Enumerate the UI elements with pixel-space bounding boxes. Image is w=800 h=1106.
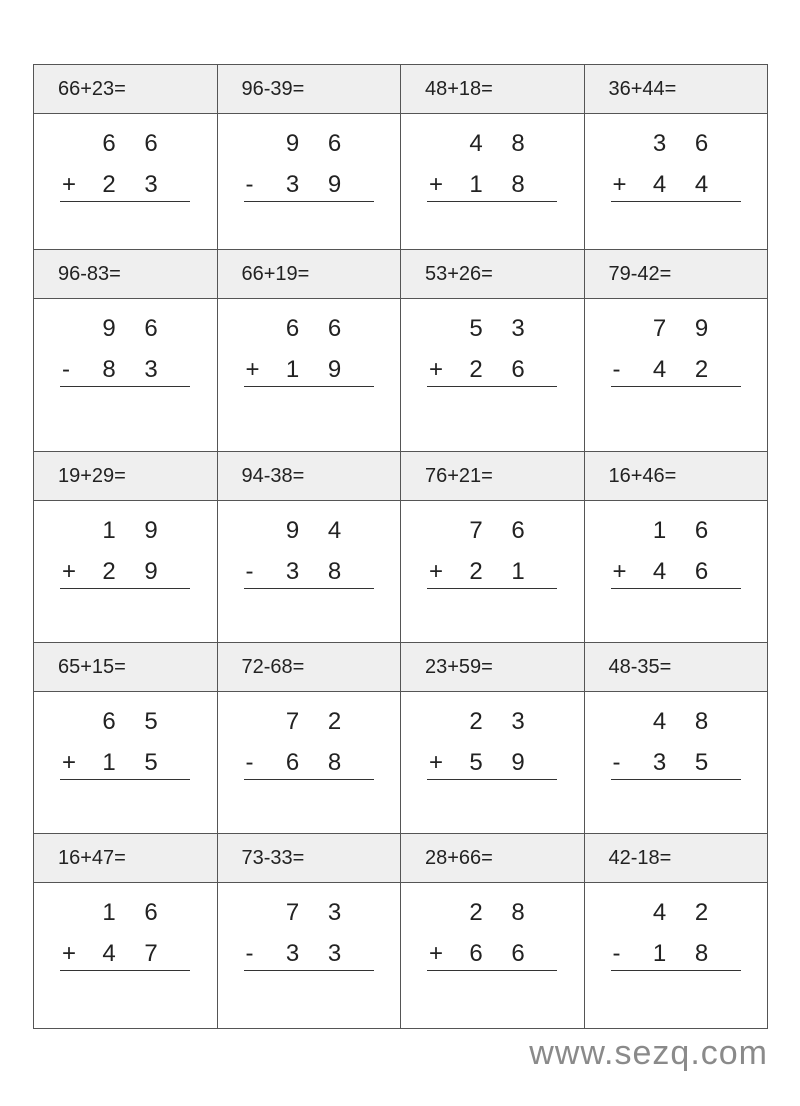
operator-sign: + (62, 557, 77, 585)
watermark: www.sezq.com (529, 1034, 768, 1072)
operator-line (244, 164, 374, 205)
digit: 3 (652, 748, 667, 776)
problem-cell (585, 250, 769, 452)
answer-rule (427, 386, 557, 387)
top-number-line (427, 701, 557, 742)
operator-line (427, 933, 557, 974)
digit: 4 (652, 707, 667, 735)
operator-line (244, 933, 374, 974)
digit: 3 (511, 314, 525, 342)
digit: 7 (285, 707, 300, 735)
answer-rule (611, 201, 741, 202)
problem-row (34, 65, 768, 250)
digit: 7 (144, 939, 158, 967)
operator-sign: - (245, 748, 254, 776)
vertical-problem (611, 510, 741, 592)
vertical-problem (427, 892, 557, 974)
answer-rule (244, 386, 374, 387)
digit: 1 (511, 557, 525, 585)
problem-equation: 53+26= (401, 250, 584, 299)
digit: 2 (694, 355, 709, 383)
problem-cell (218, 643, 402, 834)
digit: 4 (694, 170, 709, 198)
problem-equation: 65+15= (34, 643, 217, 692)
problem-cell (401, 834, 585, 1029)
digit: 6 (694, 129, 709, 157)
digit: 4 (652, 557, 667, 585)
problem-cell (218, 452, 402, 643)
digit: 5 (144, 707, 158, 735)
problem-row (34, 250, 768, 452)
vertical-problem (60, 892, 190, 974)
vertical-problem (60, 308, 190, 390)
problem-equation: 48-35= (585, 643, 768, 692)
top-number-line (244, 701, 374, 742)
digit: 4 (469, 129, 483, 157)
digit: 9 (511, 748, 525, 776)
operator-sign: - (245, 939, 254, 967)
problem-cell (401, 250, 585, 452)
operator-sign: + (429, 939, 444, 967)
operator-sign: + (612, 557, 627, 585)
digit: 3 (327, 898, 342, 926)
digit: 1 (102, 898, 116, 926)
vertical-problem (244, 701, 374, 783)
digit: 1 (652, 516, 667, 544)
problem-cell (401, 643, 585, 834)
digit: 8 (694, 939, 709, 967)
digit: 8 (327, 557, 342, 585)
top-number-line (611, 510, 741, 551)
vertical-problem (60, 123, 190, 205)
operator-sign: + (429, 748, 444, 776)
vertical-problem (427, 701, 557, 783)
digit: 3 (285, 170, 300, 198)
digit: 7 (469, 516, 483, 544)
digit: 2 (469, 557, 483, 585)
top-number-line (244, 510, 374, 551)
problem-equation: 94-38= (218, 452, 401, 501)
digit: 2 (327, 707, 342, 735)
digit: 4 (652, 170, 667, 198)
problem-row (34, 643, 768, 834)
worksheet-grid (33, 64, 768, 1029)
digit: 3 (144, 355, 158, 383)
top-number-line (244, 892, 374, 933)
problem-equation: 79-42= (585, 250, 768, 299)
top-number-line (611, 892, 741, 933)
digit: 6 (511, 516, 525, 544)
operator-line (427, 164, 557, 205)
operator-line (611, 164, 741, 205)
problem-row (34, 834, 768, 1029)
operator-line (60, 551, 190, 592)
answer-rule (427, 588, 557, 589)
vertical-problem (60, 510, 190, 592)
problem-equation: 73-33= (218, 834, 401, 883)
digit: 5 (469, 748, 483, 776)
digit: 6 (285, 748, 300, 776)
operator-line (60, 164, 190, 205)
answer-rule (60, 970, 190, 971)
digit: 9 (694, 314, 709, 342)
digit: 4 (327, 516, 342, 544)
operator-sign: + (62, 170, 77, 198)
problem-cell (218, 250, 402, 452)
digit: 9 (285, 516, 300, 544)
answer-rule (60, 201, 190, 202)
operator-line (611, 933, 741, 974)
digit: 2 (469, 355, 483, 383)
answer-rule (60, 779, 190, 780)
top-number-line (611, 123, 741, 164)
operator-sign: - (62, 355, 70, 383)
problem-cell (585, 643, 769, 834)
digit: 2 (469, 707, 483, 735)
digit: 6 (102, 129, 116, 157)
digit: 5 (694, 748, 709, 776)
top-number-line (611, 308, 741, 349)
problem-equation: 19+29= (34, 452, 217, 501)
problem-equation: 16+47= (34, 834, 217, 883)
problem-equation: 36+44= (585, 65, 768, 114)
top-number-line (60, 701, 190, 742)
digit: 8 (511, 129, 525, 157)
problem-equation: 96-39= (218, 65, 401, 114)
digit: 3 (511, 707, 525, 735)
problem-equation: 76+21= (401, 452, 584, 501)
problem-cell (401, 65, 585, 250)
operator-sign: + (429, 170, 444, 198)
problem-equation: 66+19= (218, 250, 401, 299)
problem-cell (585, 65, 769, 250)
digit: 8 (694, 707, 709, 735)
digit: 9 (327, 355, 342, 383)
operator-line (427, 349, 557, 390)
operator-line (611, 742, 741, 783)
digit: 6 (511, 939, 525, 967)
top-number-line (611, 701, 741, 742)
digit: 4 (102, 939, 116, 967)
operator-line (60, 742, 190, 783)
digit: 6 (327, 314, 342, 342)
top-number-line (244, 308, 374, 349)
digit: 4 (652, 355, 667, 383)
digit: 7 (285, 898, 300, 926)
operator-sign: - (245, 170, 254, 198)
problem-equation: 66+23= (34, 65, 217, 114)
problem-cell (585, 834, 769, 1029)
digit: 8 (327, 748, 342, 776)
digit: 6 (327, 129, 342, 157)
top-number-line (60, 308, 190, 349)
problem-equation: 72-68= (218, 643, 401, 692)
top-number-line (427, 308, 557, 349)
operator-sign: - (612, 355, 621, 383)
digit: 6 (144, 898, 158, 926)
answer-rule (611, 970, 741, 971)
digit: 3 (285, 557, 300, 585)
top-number-line (244, 123, 374, 164)
operator-line (244, 551, 374, 592)
digit: 1 (102, 516, 116, 544)
answer-rule (60, 588, 190, 589)
top-number-line (60, 510, 190, 551)
problem-equation: 28+66= (401, 834, 584, 883)
top-number-line (427, 892, 557, 933)
digit: 3 (285, 939, 300, 967)
operator-sign: - (612, 939, 621, 967)
answer-rule (611, 386, 741, 387)
digit: 6 (694, 557, 709, 585)
vertical-problem (244, 510, 374, 592)
digit: 8 (511, 170, 525, 198)
digit: 9 (144, 516, 158, 544)
answer-rule (427, 970, 557, 971)
digit: 1 (469, 170, 483, 198)
vertical-problem (611, 123, 741, 205)
digit: 6 (144, 314, 158, 342)
vertical-problem (611, 701, 741, 783)
vertical-problem (427, 308, 557, 390)
operator-sign: - (245, 557, 254, 585)
operator-sign: - (612, 748, 621, 776)
vertical-problem (60, 701, 190, 783)
operator-line (427, 551, 557, 592)
problem-equation: 23+59= (401, 643, 584, 692)
operator-sign: + (429, 355, 444, 383)
digit: 7 (652, 314, 667, 342)
problem-cell (34, 250, 218, 452)
problem-row (34, 452, 768, 643)
digit: 5 (469, 314, 483, 342)
problem-cell (34, 452, 218, 643)
answer-rule (244, 201, 374, 202)
digit: 9 (102, 314, 116, 342)
vertical-problem (427, 510, 557, 592)
top-number-line (427, 510, 557, 551)
operator-line (244, 349, 374, 390)
digit: 3 (652, 129, 667, 157)
answer-rule (611, 779, 741, 780)
answer-rule (60, 386, 190, 387)
top-number-line (60, 892, 190, 933)
vertical-problem (611, 892, 741, 974)
answer-rule (611, 588, 741, 589)
digit: 9 (285, 129, 300, 157)
problem-cell (401, 452, 585, 643)
problem-equation: 42-18= (585, 834, 768, 883)
answer-rule (427, 201, 557, 202)
digit: 9 (327, 170, 342, 198)
problem-cell (34, 65, 218, 250)
operator-line (60, 933, 190, 974)
vertical-problem (611, 308, 741, 390)
problem-equation: 16+46= (585, 452, 768, 501)
top-number-line (427, 123, 557, 164)
digit: 6 (469, 939, 483, 967)
digit: 1 (102, 748, 116, 776)
operator-line (60, 349, 190, 390)
digit: 2 (102, 557, 116, 585)
digit: 9 (144, 557, 158, 585)
operator-line (611, 551, 741, 592)
digit: 6 (285, 314, 300, 342)
vertical-problem (427, 123, 557, 205)
operator-sign: + (429, 557, 444, 585)
digit: 6 (694, 516, 709, 544)
operator-line (427, 742, 557, 783)
operator-sign: + (62, 748, 77, 776)
digit: 5 (144, 748, 158, 776)
digit: 4 (652, 898, 667, 926)
digit: 8 (102, 355, 116, 383)
digit: 6 (144, 129, 158, 157)
problem-cell (34, 834, 218, 1029)
operator-sign: + (62, 939, 77, 967)
digit: 1 (652, 939, 667, 967)
problem-cell (34, 643, 218, 834)
operator-line (244, 742, 374, 783)
problem-cell (585, 452, 769, 643)
answer-rule (427, 779, 557, 780)
answer-rule (244, 779, 374, 780)
problem-cell (218, 65, 402, 250)
operator-sign: + (245, 355, 260, 383)
digit: 3 (327, 939, 342, 967)
vertical-problem (244, 123, 374, 205)
digit: 6 (102, 707, 116, 735)
digit: 2 (102, 170, 116, 198)
top-number-line (60, 123, 190, 164)
answer-rule (244, 588, 374, 589)
digit: 2 (694, 898, 709, 926)
digit: 6 (511, 355, 525, 383)
vertical-problem (244, 892, 374, 974)
digit: 1 (285, 355, 300, 383)
problem-cell (218, 834, 402, 1029)
operator-line (611, 349, 741, 390)
vertical-problem (244, 308, 374, 390)
digit: 8 (511, 898, 525, 926)
operator-sign: + (612, 170, 627, 198)
answer-rule (244, 970, 374, 971)
digit: 3 (144, 170, 158, 198)
digit: 2 (469, 898, 483, 926)
problem-equation: 48+18= (401, 65, 584, 114)
problem-equation: 96-83= (34, 250, 217, 299)
